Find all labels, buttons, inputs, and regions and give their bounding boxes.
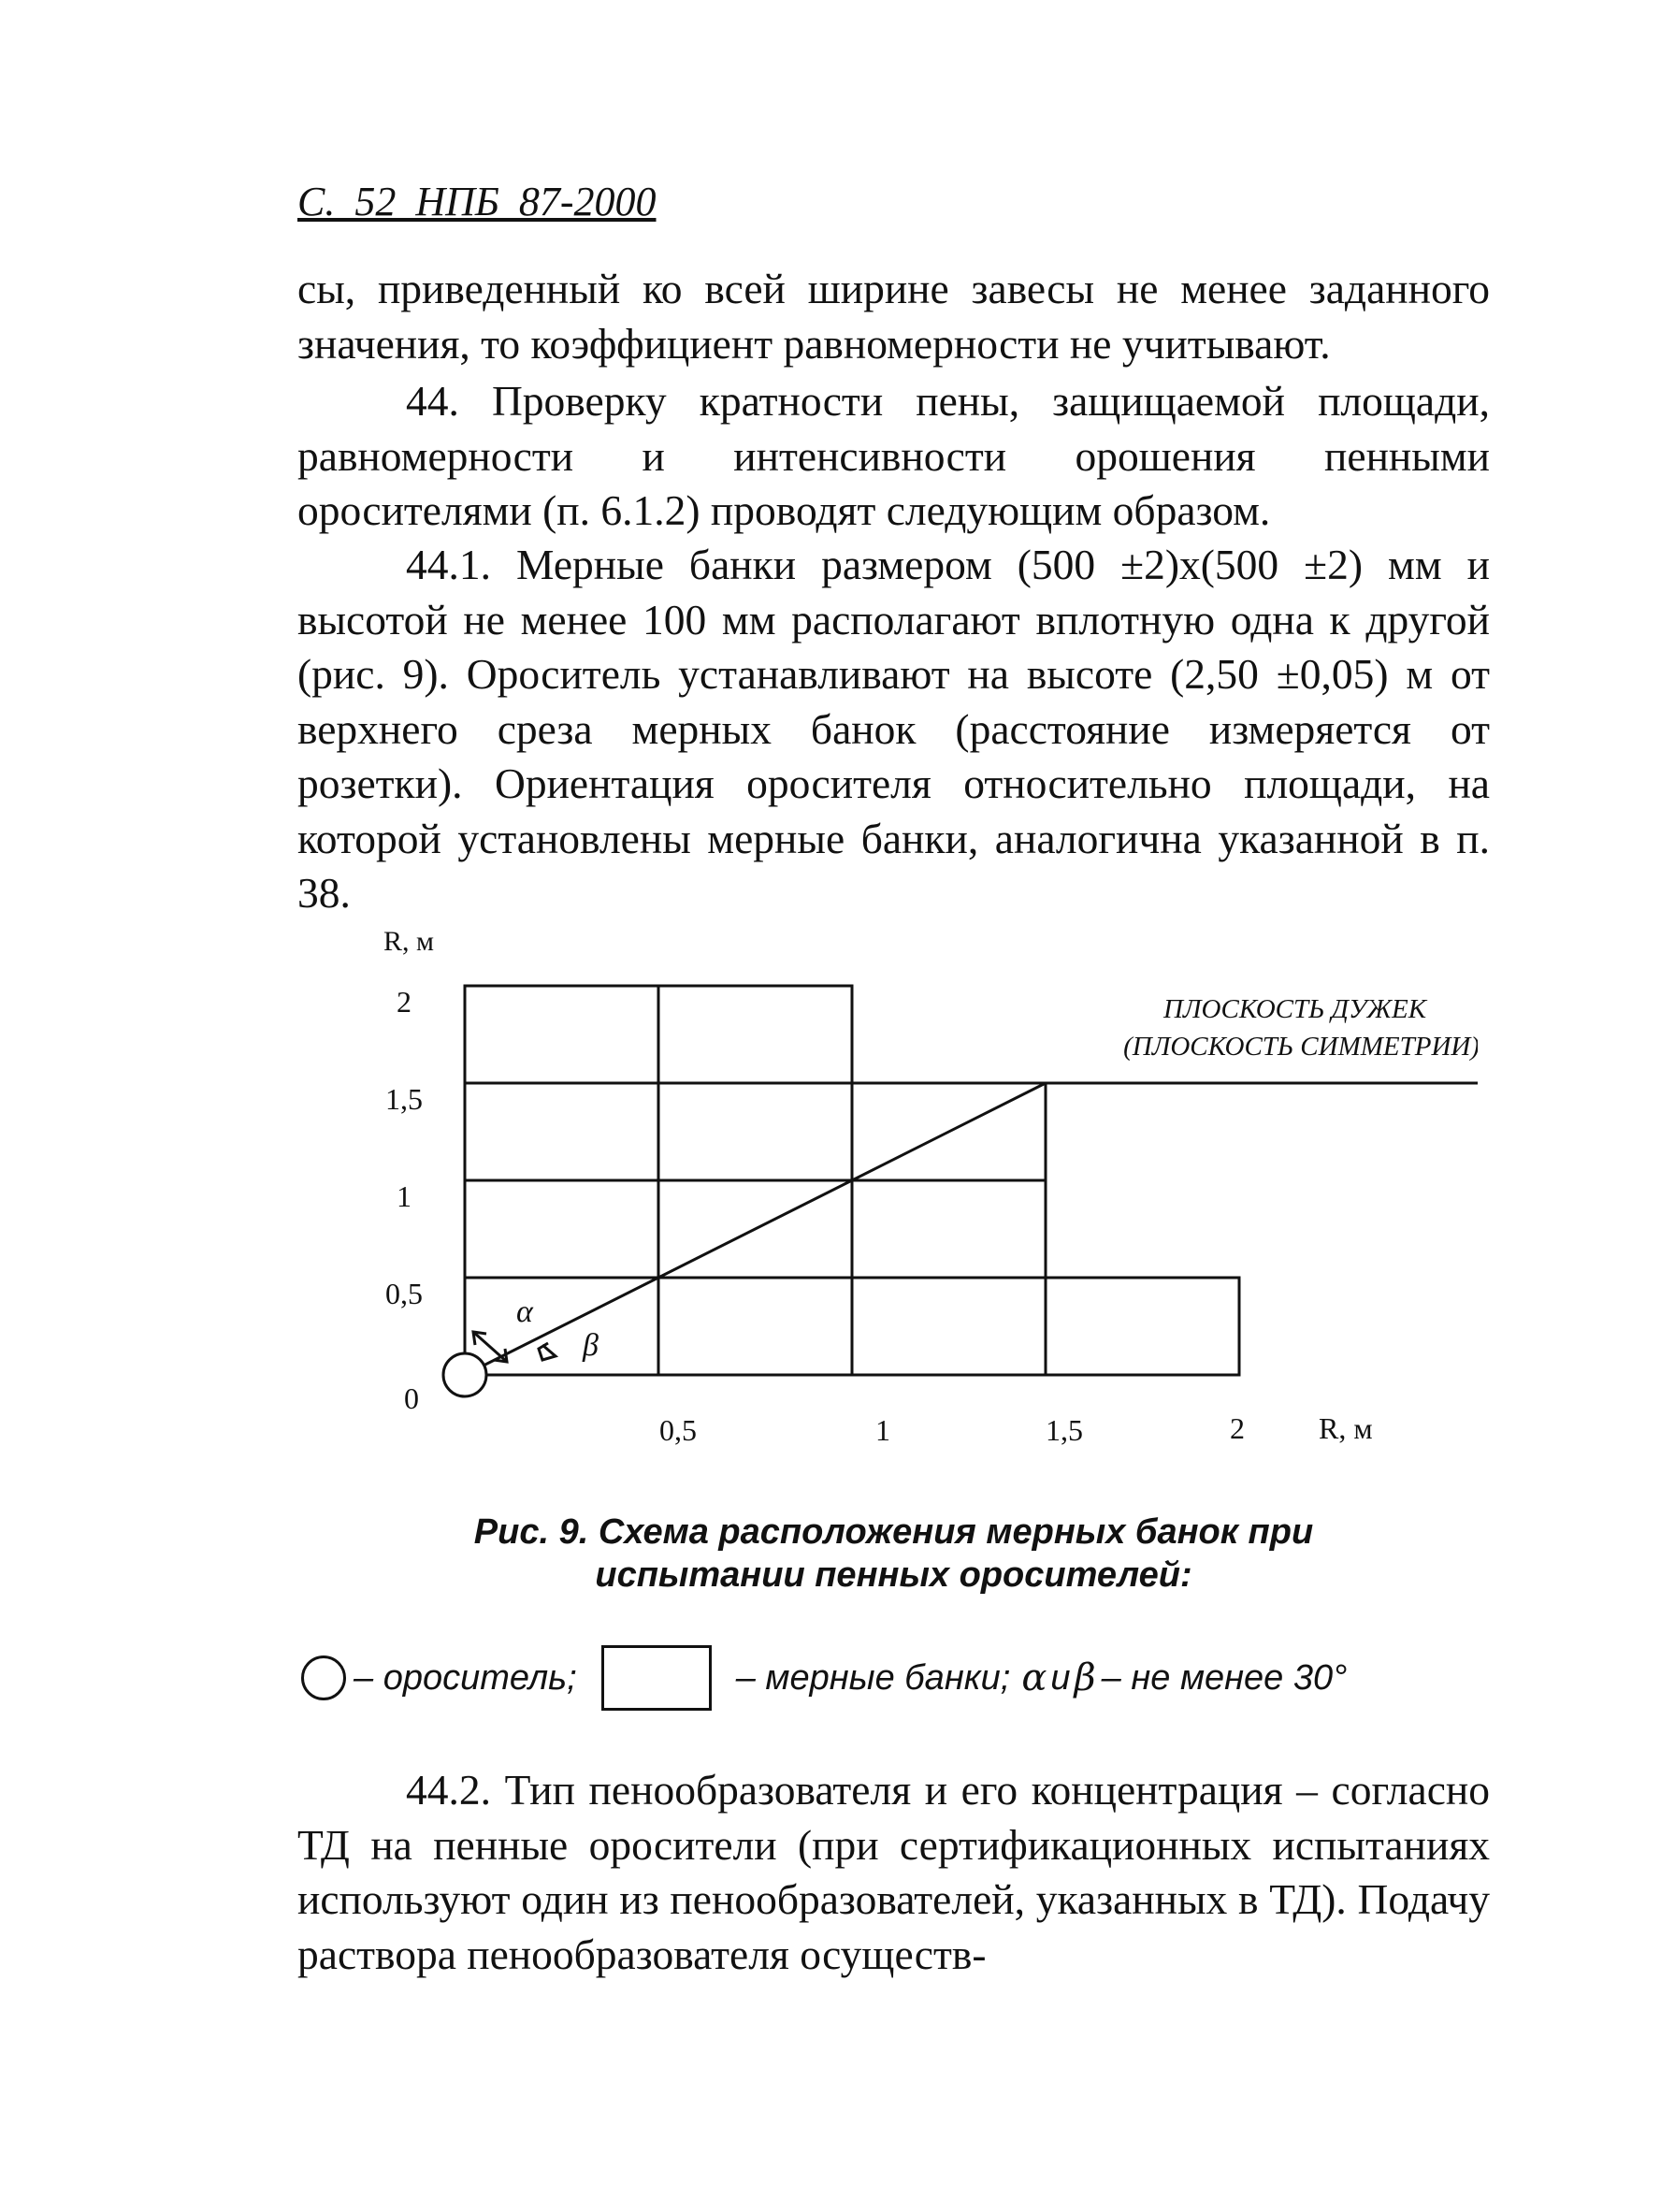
page-header: С. 52 НПБ 87-2000 (297, 179, 657, 224)
jar-layout-diagram (355, 926, 1478, 1468)
angle-alpha-label: α (516, 1294, 533, 1329)
figure-9 (355, 926, 1478, 1473)
legend-and: и (1050, 1657, 1071, 1698)
y-axis-label: R, м (383, 926, 434, 957)
figure-legend (301, 1644, 1347, 1712)
jar (1046, 1278, 1239, 1375)
jar (658, 986, 852, 1083)
sprinkler-legend-icon (301, 1655, 346, 1700)
sprinkler-icon (443, 1353, 486, 1396)
x-tick: 2 (1230, 1411, 1245, 1445)
x-tick: 1,5 (1046, 1413, 1083, 1447)
y-tick: 2 (397, 985, 412, 1019)
symmetry-plane-label-line2: (ПЛОСКОСТЬ СИММЕТРИИ) (1123, 1032, 1478, 1062)
legend-sprinkler-text: – ороситель; (354, 1657, 577, 1698)
jar (465, 986, 658, 1083)
x-tick: 1 (875, 1413, 890, 1447)
symmetry-plane-label-line1: ПЛОСКОСТЬ ДУЖЕК (1162, 994, 1426, 1024)
jar (852, 1278, 1046, 1375)
symmetry-plane-line (465, 1083, 1046, 1375)
y-tick: 1 (397, 1179, 412, 1213)
paragraph-continuation: сы, приведенный ко всей ширине завесы не менее заданного значения, то коэффициент равномерности не учитывают. (297, 265, 1490, 368)
jar (465, 1083, 658, 1180)
figure-caption (297, 1511, 1490, 1597)
jar (658, 1278, 852, 1375)
x-axis-label: R, м (1319, 1411, 1373, 1445)
caption-line-1: Рис. 9. Схема расположения мерных банок при (473, 1512, 1314, 1552)
paragraph-44: 44. Проверку кратности пены, защищаемой площади, равномерности и интенсивности орошения пенными оросителями (п. 6.1.2) проводят следующим образом. (297, 377, 1490, 534)
legend-alpha: α (1021, 1656, 1047, 1699)
jar (658, 1083, 852, 1180)
caption-line-2: испытании пенных оросителей: (595, 1555, 1192, 1595)
y-tick: 1,5 (385, 1082, 423, 1116)
paragraph-44-2: 44.2. Тип пенообразователя и его концентрация – согласно ТД на пенные оросители (при сертификационных испытаниях используют один из пенообразователей, указанных в ТД). Подачу раствора пенообразователя осуществ- (297, 1766, 1490, 1978)
jar (852, 1180, 1046, 1278)
paragraph-44-1: 44.1. Мерные банки размером (500 ±2)x(500 ±2) мм и высотой не менее 100 мм располагают вплотную одна к другой (рис. 9). Ороситель устанавливают на высоте (2,50 ±0,05) м от верхнего среза мерных банок (расстояние измеряется от розетки). Ориентация оросителя относительно площади, на которой установлены мерные банки, аналогична указанной в п. 38. (297, 541, 1490, 917)
angle-beta-label: β (583, 1328, 599, 1363)
y-tick: 0,5 (385, 1277, 423, 1310)
beta-arrow-icon (539, 1343, 556, 1360)
legend-jars-text: – мерные банки; (735, 1657, 1011, 1698)
legend-angle-note: – не менее 30° (1101, 1657, 1348, 1698)
jar (465, 1180, 658, 1278)
y-tick: 0 (404, 1381, 419, 1415)
x-tick: 0,5 (659, 1413, 697, 1447)
legend-beta: β (1074, 1656, 1096, 1699)
jar-legend-icon (601, 1645, 712, 1711)
